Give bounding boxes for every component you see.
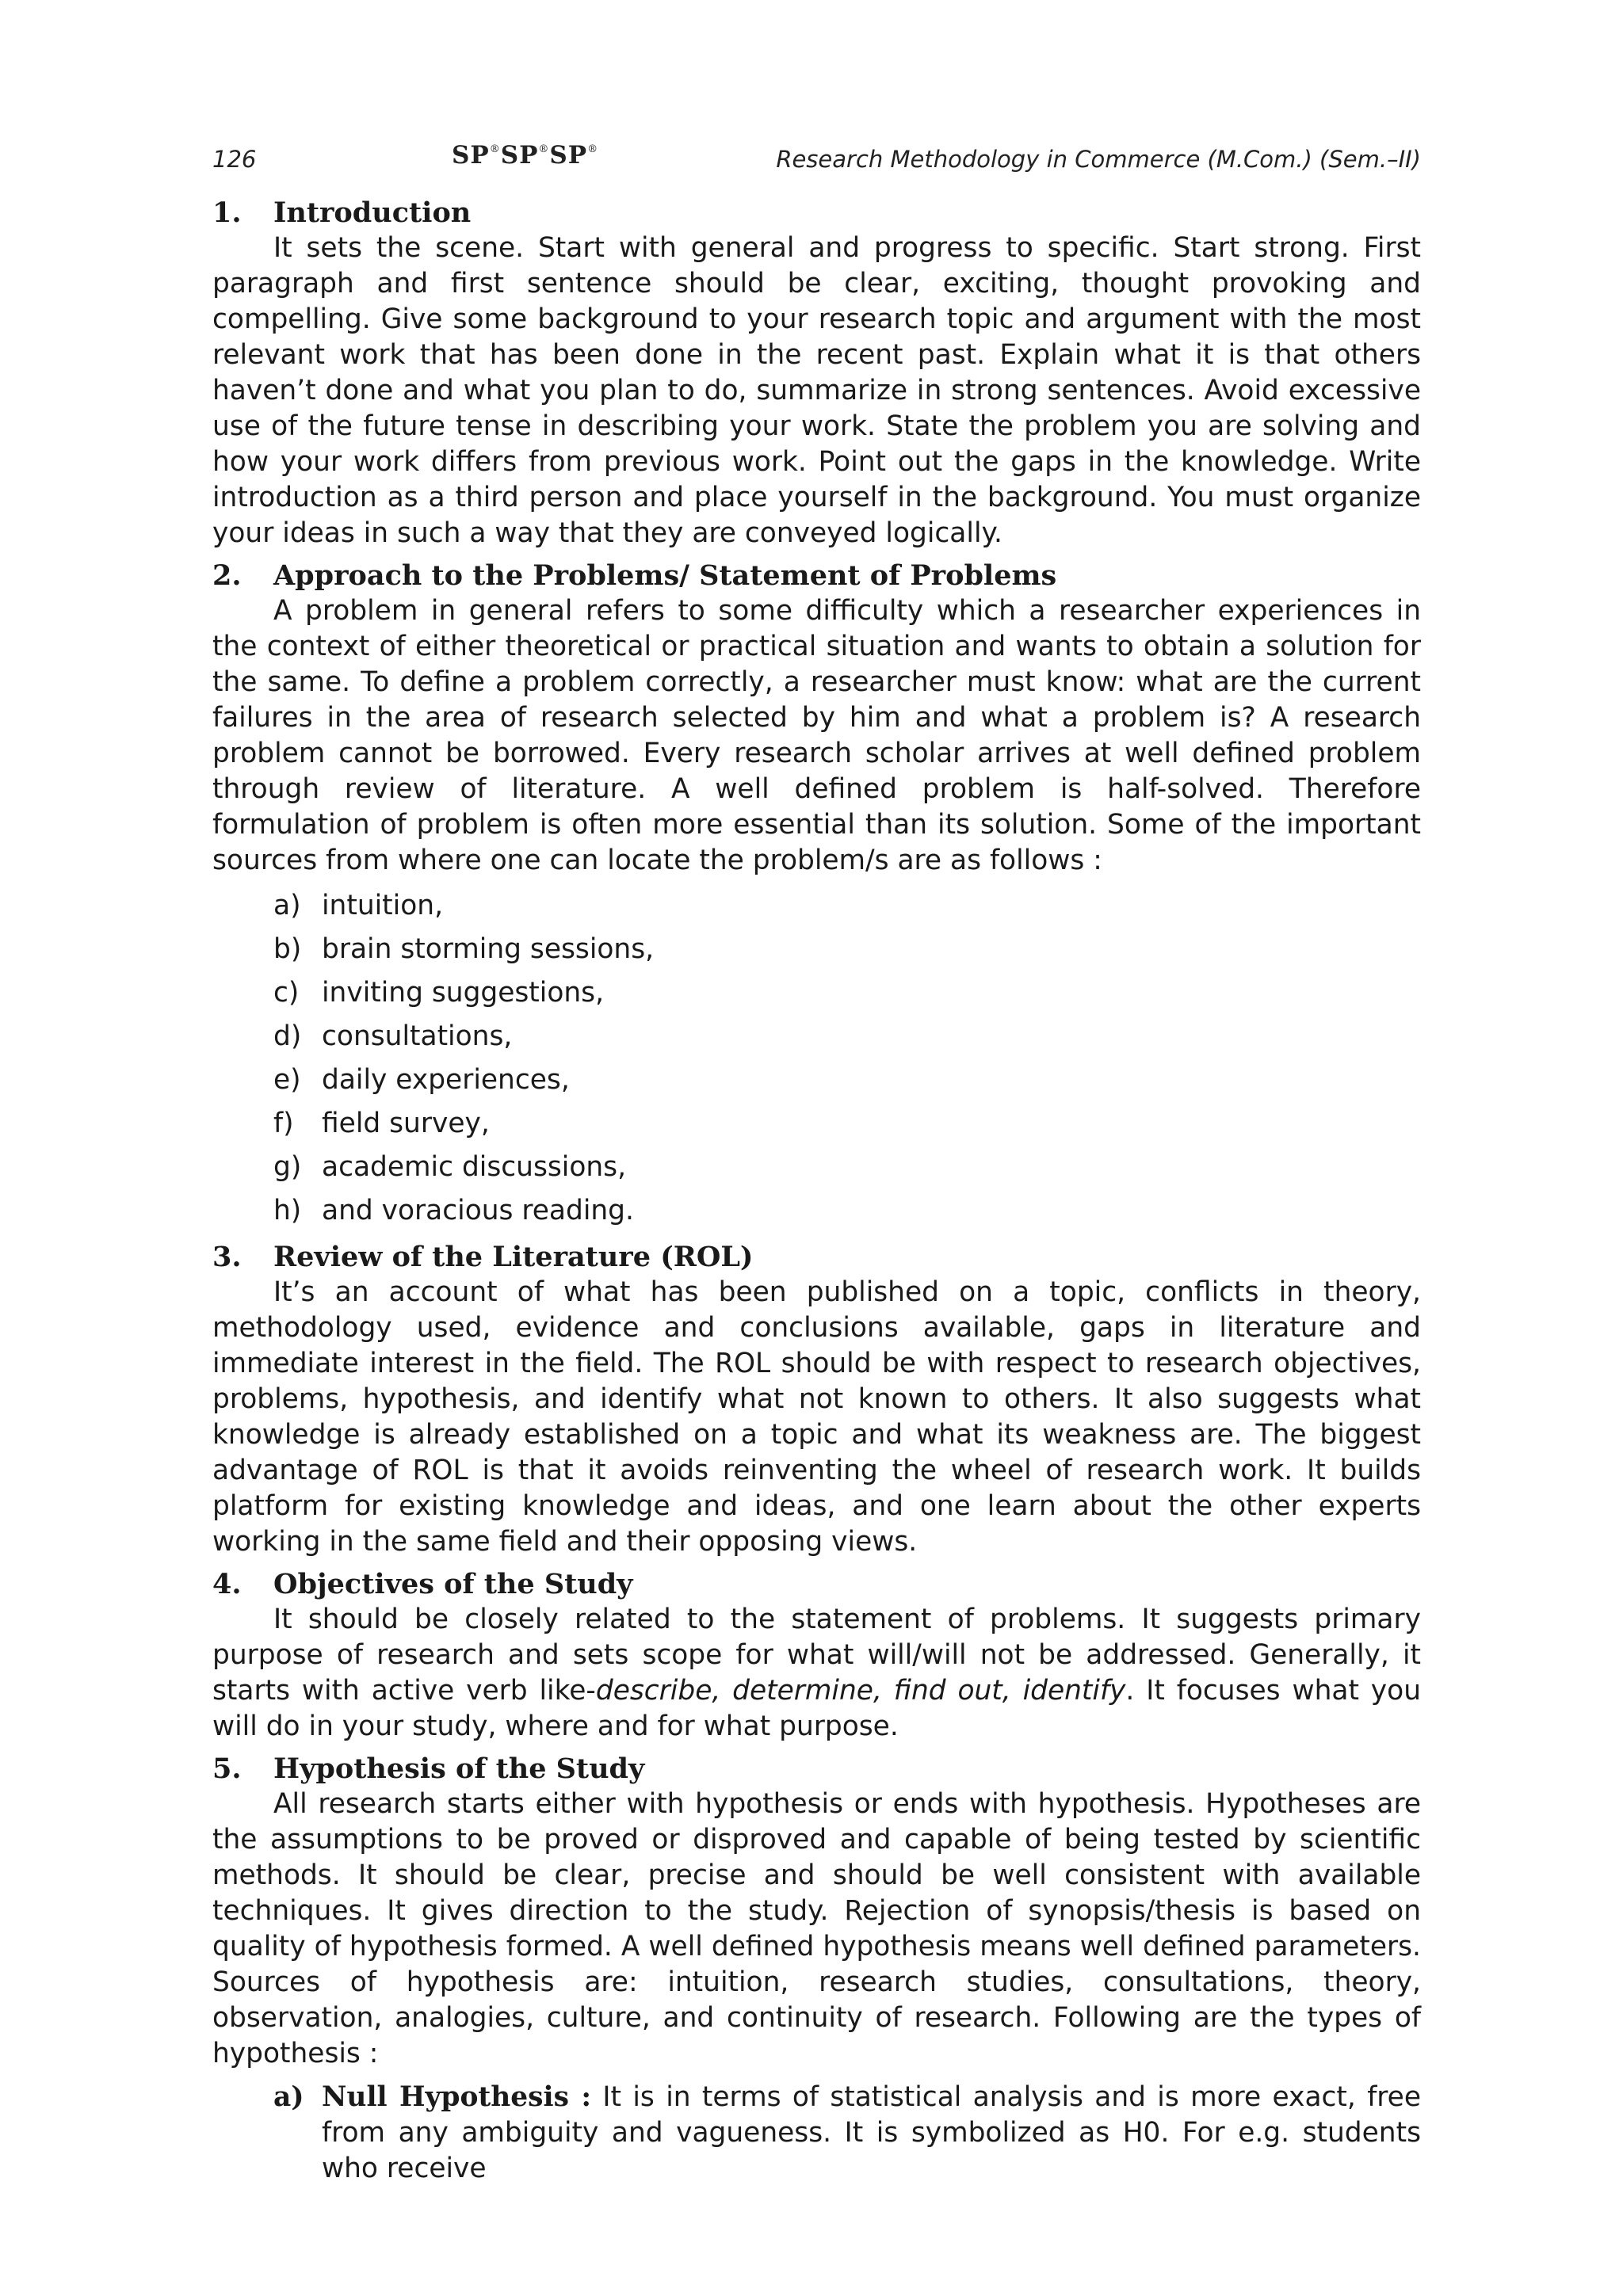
- section-heading: [212, 1751, 1421, 1787]
- page-content: [212, 195, 1421, 2187]
- section-heading: [212, 1566, 1421, 1602]
- list-item: f) field survey,: [273, 1108, 490, 1139]
- section-paragraph: It should be closely related to the statement of problems. It suggests primary purpose of research and sets scope for what will/will not be addressed. Generally, it starts with active verb like-describe, determine, find out, identify. It focuses what you will do in your study, where and for what purpose.: [212, 1604, 1421, 1742]
- section-number: 1.: [212, 196, 242, 229]
- term-null-hypothesis: Null Hypothesis :: [322, 2081, 592, 2113]
- publisher-logo: SP®SP®SP®: [452, 141, 599, 170]
- section-heading: [212, 558, 1421, 593]
- section-title: Hypothesis of the Study: [273, 1753, 645, 1785]
- list-item: e) daily experiences,: [273, 1064, 570, 1096]
- list-item: g) academic discussions,: [273, 1151, 627, 1183]
- section-number: 2.: [212, 559, 242, 592]
- section-title: Approach to the Problems/ Statement of Problems: [273, 559, 1057, 592]
- section-title: Introduction: [273, 196, 472, 229]
- section-paragraph: It’s an account of what has been published on a topic, conflicts in theory, methodology used, evidence and conclusions available, gaps in literature and immediate interest in the field. The ROL should be with respect to research objectives, problems, hypothesis, and identify what not known to others. It also suggests what knowledge is already established on a topic and what its weakness are. The biggest advantage of ROL is that it avoids reinventing the wheel of research work. It builds platform for existing knowledge and ideas, and one learn about the other experts working in the same field and their opposing views.: [212, 1276, 1421, 1558]
- section-number: 5.: [212, 1753, 242, 1785]
- section-paragraph: It sets the scene. Start with general and progress to specific. Start strong. First paragraph and first sentence should be clear, exciting, thought provoking and compelling. Give some background to your research topic and argument with the most relevant work that has been done in the recent past. Explain what it is that others haven’t done and what you plan to do, summarize in strong sentences. Avoid excessive use of the future tense in describing your work. State the problem you are solving and how your work differs from previous work. Point out the gaps in the knowledge. Write introduction as a third person and place yourself in the background. You must organize your ideas in such a way that they are conveyed logically.: [212, 232, 1421, 549]
- item-letter: a): [273, 2081, 304, 2113]
- section-paragraph: All research starts either with hypothesis or ends with hypothesis. Hypotheses are the assumptions to be proved or disproved and capable of being tested by scientific methods. It should be clear, precise and should be well consistent with available techniques. It gives direction to the study. Rejection of synopsis/thesis is based on quality of hypothesis formed. A well defined hypothesis means well defined parameters. Sources of hypothesis are: intuition, research studies, consultations, theory, observation, analogies, culture, and continuity of research. Following are the types of hypothesis :: [212, 1788, 1421, 2069]
- section-paragraph: A problem in general refers to some difficulty which a researcher experiences in the context of either theoretical or practical situation and wants to obtain a solution for the same. To define a problem correctly, a researcher must know: what are the current failures in the area of research selected by him and what a problem is? A research problem cannot be borrowed. Every research scholar arrives at well defined problem through review of literature. A well defined problem is half-solved. Therefore formulation of problem is often more essential than its solution. Some of the important sources from where one can locate the problem/s are as follows :: [212, 595, 1421, 876]
- list-item: a) intuition,: [273, 890, 443, 921]
- verb-examples: describe, determine, find out, identify: [595, 1675, 1126, 1707]
- page-number: 126: [212, 146, 257, 173]
- hypothesis-type-item: a) Null Hypothesis : It is in terms of statistical analysis and is more exact, free from any ambiguity and vagueness. It is symbolized as H0. For e.g. students who receive: [212, 2080, 1421, 2187]
- section-heading: [212, 1239, 1421, 1275]
- section-heading: [212, 195, 1421, 231]
- list-item: c) inviting suggestions,: [273, 977, 605, 1009]
- list-item: h) and voracious reading.: [273, 1195, 634, 1226]
- list-item: d) consultations,: [273, 1020, 513, 1052]
- problem-sources-list: [212, 884, 1421, 1233]
- section-title: Objectives of the Study: [273, 1568, 633, 1600]
- page-header: [212, 141, 1421, 185]
- section-title: Review of the Literature (ROL): [273, 1241, 754, 1273]
- list-item: b) brain storming sessions,: [273, 933, 655, 965]
- section-number: 4.: [212, 1568, 242, 1600]
- section-number: 3.: [212, 1241, 242, 1273]
- running-title: Research Methodology in Commerce (M.Com.) (Sem.–II): [776, 146, 1421, 173]
